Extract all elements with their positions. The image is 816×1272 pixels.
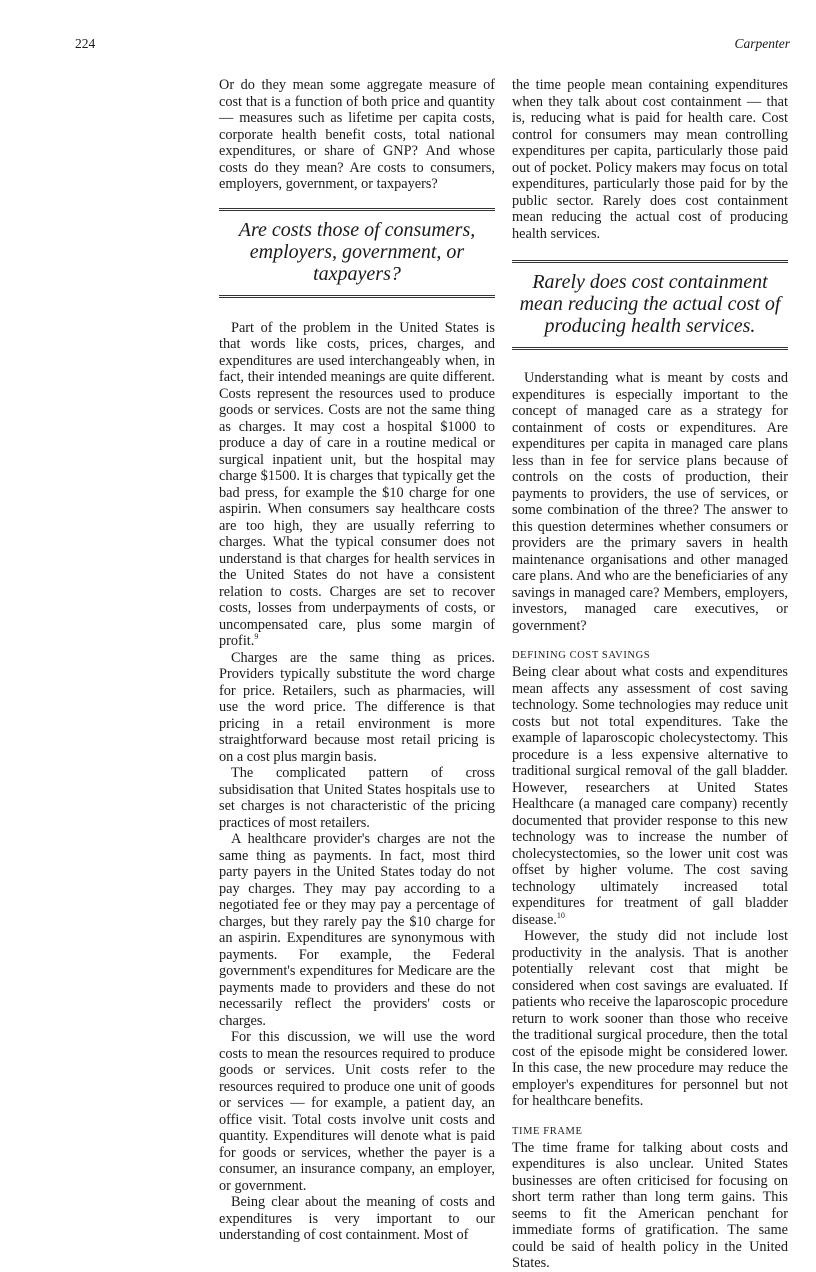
pull-quote-left: Are costs those of consumers, employers, government, or taxpayers? [219,208,495,298]
right-column [512,77,788,1272]
reference-9: 9 [254,632,259,642]
left-paragraph-2-text: Part of the problem in the United States is that words like costs, prices, charges, and expenditures are used interchangeably when, in fact, their intended meanings are quite different. Costs represent the resources used to produce goods or services. Costs are not the same thing as charges. It may cost a hospital $1000 to produce a day of care in a routine medical or surgical inpatient unit, but the hospital may charge $1500. It is charges that typically get the bad press, for example the $10 charge for one aspirin. When consumers say healthcare costs are too high, they are usually referring to charges. What the typical consumer does not understand is that charges for health services in the United States do not have a consistent relation to costs. Charges are set to recover costs, losses from underpayments of costs, or uncompensated care, plus some margin of profit. [219,319,495,649]
left-paragraph-2 [219,320,495,650]
left-paragraph-3: Charges are the same thing as prices. Providers typically substitute the word charge for price. Retailers, such as pharmacies, will use the word price. The difference is that pricing in a retail environment is more straightforward because most retail pricing is on a cost plus margin basis. [219,649,495,765]
left-paragraph-7: Being clear about the meaning of costs and expenditures is very important to our understanding of cost containment. Most of [219,1194,495,1243]
left-paragraph-4: The complicated pattern of cross subsidisation that United States hospitals use to set charges is not characteristic of the pricing practices of most retailers. [219,765,495,831]
section-heading-defining-cost-savings: DEFINING COST SAVINGS [512,650,651,661]
pull-quote-right: Rarely does cost containment mean reducing the actual cost of producing health services. [512,260,788,350]
left-paragraph-6: For this discussion, we will use the word costs to mean the resources required to produce goods or services. Unit costs refer to the resources required to produce one unit of goods or services — for example, a patient day, an office visit. Total costs involve unit costs and quantity. Expenditures will denote what is paid for goods or services, whether the payer is a consumer, an insurance company, an employer, or government. [219,1029,495,1194]
reference-10: 10 [556,910,565,920]
page-number: 224 [75,36,96,51]
right-paragraph-3-text: Being clear about what costs and expenditures mean affects any assessment of cost saving technology. Some technologies may reduce unit costs but not total expenditures. Take the example of laparoscopic cholecystectomy. This procedure is a less expensive alternative to traditional surgical removal of the gall bladder. However, researchers at United States Healthcare (a managed care company) recently documented that provider response to this new technology was to increase the number of cholecystectomies, so the lower unit cost was offset by higher volume. The cost saving technology ultimately increased total expenditures for treatment of gall bladder disease. [512,664,788,928]
left-paragraph-5: A healthcare provider's charges are not the same thing as payments. In fact, most third party payers in the United States today do not pay charges. They may pay according to a negotiated fee or they may pay a percentage of charges, but they rarely pay the $10 charge for an aspirin. Expenditures are synonymous with payments. For example, the Federal government's expenditures for Medicare are the payments made to providers and these do not necessarily reflect the providers' costs or charges. [219,831,495,1029]
right-paragraph-5: The time frame for talking about costs and expenditures is also unclear. United States businesses are often criticised for focusing on short term rather than long term gains. This seems to fit the American penchant for immediate forms of gratification. The same could be said of health policy in the United States. [512,1139,788,1271]
running-head-author: Carpenter [734,36,790,51]
left-column [219,77,495,1244]
right-paragraph-1: the time people mean containing expenditures when they talk about cost containment — that is, reducing what is paid for health care. Cost control for consumers may mean controlling expenditures per capita, particularly those paid out of pocket. Policy makers may focus on total expenditures, particularly those paid for by the public sector. Rarely does cost containment mean reducing the actual cost of producing health services. [512,77,788,242]
left-paragraph-1: Or do they mean some aggregate measure of cost that is a function of both price and quantity — measures such as lifetime per capita costs, corporate health benefit costs, total national expenditures, or share of GNP? And whose costs do they mean? Are costs to consumers, employers, government, or taxpayers? [219,77,495,192]
right-paragraph-2: Understanding what is meant by costs and expenditures is especially important to the concept of managed care as a strategy for containment of costs or expenditures. Are expenditures per capita in managed care plans less than in fee for service plans because of controls on the costs of production, their payments to providers, the use of services, or some combination of the three? The answer to this question determines whether consumers or providers are the primary savers in health maintenance organisations and other managed care plans. And who are the beneficiaries of any savings in managed care? Members, employers, investors, managed care executives, or government? [512,370,788,634]
section-heading-time-frame: TIME FRAME [512,1125,583,1137]
right-paragraph-4: However, the study did not include lost productivity in the analysis. That is another potentially relevant cost that might be considered when cost savings are evaluated. If patients who receive the laparoscopic procedure return to work sooner than those who receive the traditional surgical procedure, then the total cost of the episode might be considered lower. In this case, the new procedure may reduce the employer's expenditures for personnel but not for healthcare benefits. [512,928,788,1109]
right-paragraph-3 [512,664,788,928]
